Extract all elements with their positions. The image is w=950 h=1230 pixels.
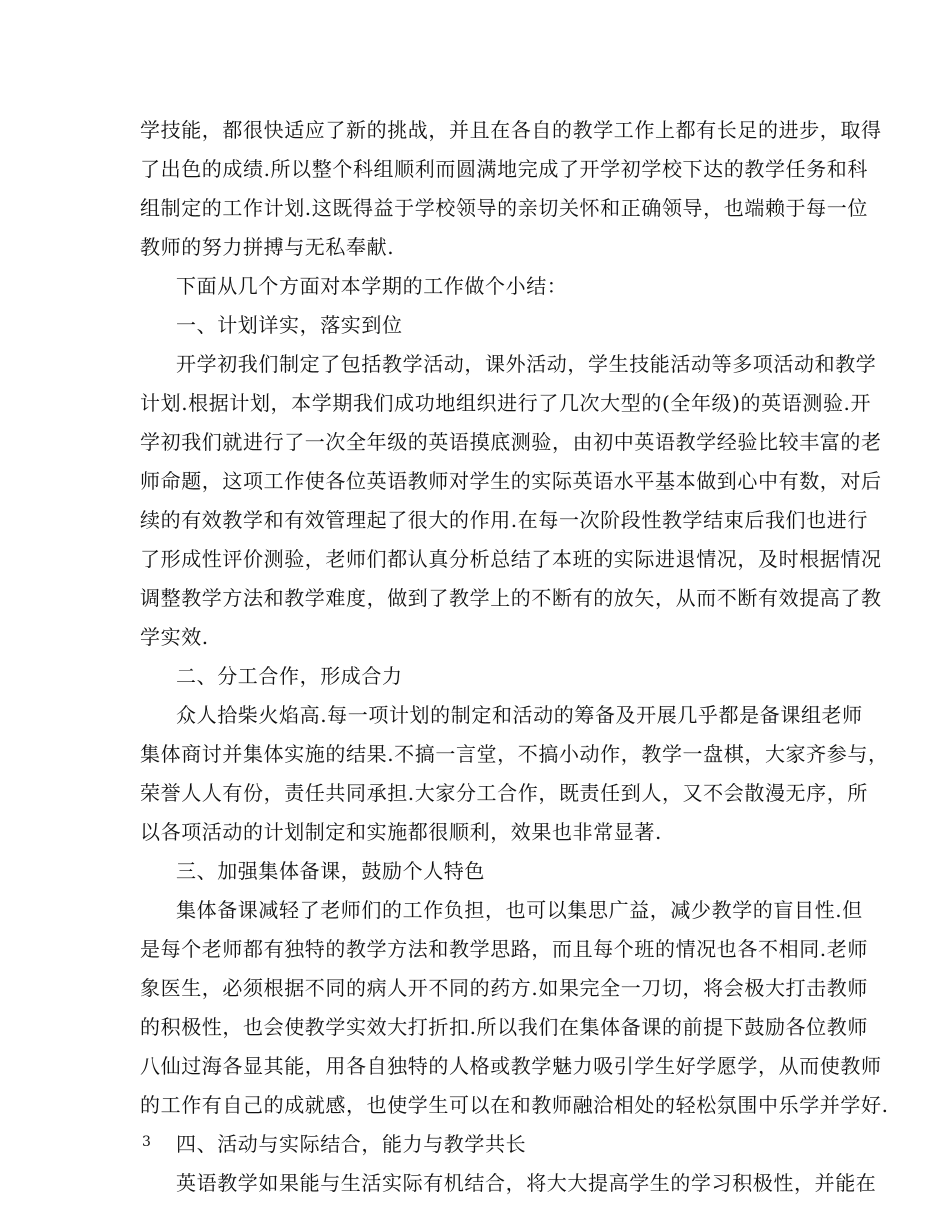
paragraph-line: 组制定的工作计划.这既得益于学校领导的亲切关怀和正确领导，也端赖于每一位 [140, 196, 868, 220]
paragraph-line: 的积极性，也会使教学实效大打折扣.所以我们在集体备课的前提下鼓励各位教师 [140, 1015, 868, 1039]
paragraph-line: 续的有效教学和有效管理起了很大的作用.在每一次阶段性教学结束后我们也进行 [140, 508, 868, 532]
section-heading: 三、加强集体备课，鼓励个人特色 [176, 859, 485, 883]
paragraph-line: 荣誉人人有份，责任共同承担.大家分工合作，既责任到人，又不会散漫无序，所 [140, 781, 868, 805]
paragraph-line: 开学初我们制定了包括教学活动，课外活动，学生技能活动等多项活动和教学 [176, 352, 877, 376]
paragraph-line: 八仙过海各显其能，用各自独特的人格或教学魅力吸引学生好学愿学，从而使教师 [140, 1054, 882, 1078]
paragraph-line: 以各项活动的计划制定和实施都很顺利，效果也非常显著. [140, 820, 662, 844]
paragraph-line: 调整教学方法和教学难度，做到了教学上的不断有的放矢，从而不断有效提高了教 [140, 586, 882, 610]
paragraph-line: 计划.根据计划，本学期我们成功地组织进行了几次大型的(全年级)的英语测验.开 [140, 391, 872, 415]
page-number: 3 [142, 1134, 151, 1150]
section-heading: 四、活动与实际结合，能力与教学共长 [176, 1132, 527, 1156]
paragraph-line: 下面从几个方面对本学期的工作做个小结： [176, 274, 568, 298]
paragraph-line: 师命题，这项工作使各位英语教师对学生的实际英语水平基本做到心中有数，对后 [140, 469, 882, 493]
paragraph-line: 教师的努力拼搏与无私奉献. [140, 235, 395, 259]
paragraph-line: 集体商讨并集体实施的结果.不搞一言堂，不搞小动作，教学一盘棋，大家齐参与， [140, 742, 889, 766]
paragraph-line: 是每个老师都有独特的教学方法和教学思路，而且每个班的情况也各不相同.老师 [140, 937, 868, 961]
paragraph-line: 学实效. [140, 625, 209, 649]
paragraph-line: 众人拾柴火焰高.每一项计划的制定和活动的筹备及开展几乎都是备课组老师 [176, 703, 863, 727]
paragraph-line: 的工作有自己的成就感，也使学生可以在和教师融洽相处的轻松氛围中乐学并学好. [140, 1093, 889, 1117]
section-heading: 一、计划详实，落实到位 [176, 313, 403, 337]
paragraph-line: 学技能，都很快适应了新的挑战，并且在各自的教学工作上都有长足的进步，取得 [140, 118, 882, 142]
paragraph-line: 英语教学如果能与生活实际有机结合，将大大提高学生的学习积极性，并能在 [176, 1171, 877, 1195]
section-heading: 二、分工合作，形成合力 [176, 664, 403, 688]
paragraph-line: 学初我们就进行了一次全年级的英语摸底测验，由初中英语教学经验比较丰富的老 [140, 430, 882, 454]
paragraph-line: 了形成性评价测验，老师们都认真分析总结了本班的实际进退情况，及时根据情况 [140, 547, 882, 571]
paragraph-line: 象医生，必须根据不同的病人开不同的药方.如果完全一刀切，将会极大打击教师 [140, 976, 868, 1000]
paragraph-line: 了出色的成绩.所以整个科组顺利而圆满地完成了开学初学校下达的教学任务和科 [140, 157, 868, 181]
paragraph-line: 集体备课减轻了老师们的工作负担，也可以集思广益，减少教学的盲目性.但 [176, 898, 863, 922]
